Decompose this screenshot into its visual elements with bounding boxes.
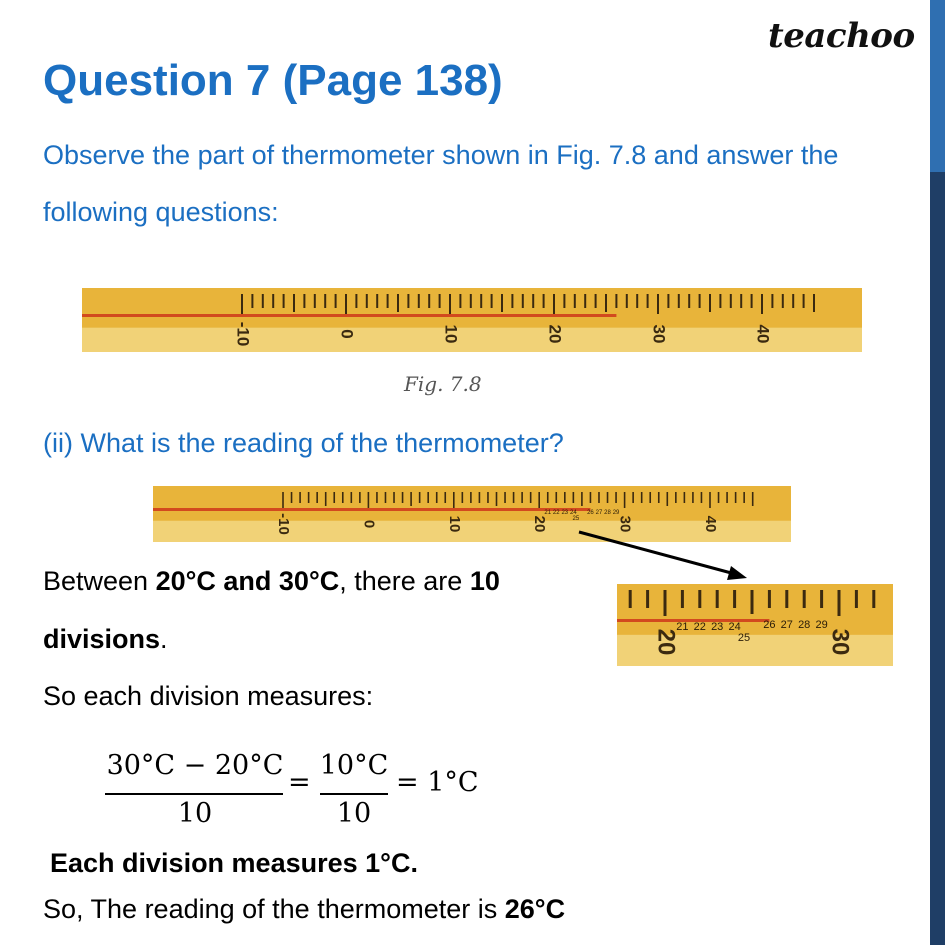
solution-line-2 (43, 624, 168, 655)
solution-line-3: So each division measures: (43, 681, 374, 711)
fraction-1 (105, 750, 285, 830)
fraction-2-denominator: 10 (336, 798, 372, 829)
zoom-degree-label: 21 (676, 621, 689, 633)
fraction-2 (318, 750, 390, 830)
solution-text: Between (43, 566, 156, 596)
zoom-degree-label: 26 (763, 619, 776, 631)
zoom-degree-label: 22 (693, 621, 706, 633)
scale-label: -10 (275, 513, 293, 535)
zoom-degree-label: 25 (737, 632, 751, 644)
zoom-arrow (575, 528, 755, 584)
fraction-1-denominator: 10 (177, 798, 213, 829)
fraction-1-bar (105, 793, 283, 795)
solution-text: , there are (339, 566, 470, 596)
scale-label: 40 (702, 515, 720, 533)
small-degree-label: 29 (612, 510, 620, 516)
scale-label: 0 (337, 329, 357, 339)
thermometer-zoomed (617, 584, 893, 666)
scale-label: 40 (753, 324, 773, 344)
question-part-ii: (ii) What is the reading of the thermometer? (43, 428, 564, 458)
small-degree-label: 23 (561, 510, 569, 516)
mercury-column (153, 508, 590, 511)
mercury-column (82, 314, 616, 317)
scale-label: 20 (531, 515, 549, 533)
zoom-scale-label: 20 (652, 628, 680, 656)
zoom-degree-label: 28 (798, 619, 811, 631)
final-answer-value: 26°C (504, 894, 566, 924)
page-title: Question 7 (Page 138) (43, 56, 503, 105)
fraction-2-numerator: 10°C (319, 750, 389, 781)
equals-sign-1: = (288, 767, 311, 798)
small-degree-label: 27 (595, 510, 603, 516)
scale-label: 30 (616, 515, 634, 533)
zoom-degree-label: 27 (780, 619, 793, 631)
final-answer-line (43, 894, 565, 925)
solution-bold-divisions: divisions (43, 624, 161, 654)
solution-line-1 (43, 566, 500, 597)
figure-caption: Fig. 7.8 (404, 372, 482, 396)
zoom-degree-label: 23 (711, 621, 724, 633)
small-degree-label: 28 (604, 510, 611, 516)
fraction-2-bar (320, 793, 388, 795)
right-sidebar-accent (930, 0, 945, 172)
solution-bold-range: 20°C and 30°C (155, 566, 340, 596)
small-degree-label: 25 (572, 516, 580, 522)
scale-label: 0 (360, 519, 378, 529)
final-answer-text: So, The reading of the thermometer is (43, 894, 505, 924)
zoom-degree-label: 24 (728, 621, 741, 633)
scale-label: 30 (649, 324, 669, 344)
scale-label: -10 (233, 321, 253, 347)
scale-label: 10 (445, 515, 463, 533)
scale-label: 20 (545, 324, 565, 344)
question-line-2: following questions: (43, 197, 279, 227)
equals-result: = 1°C (396, 767, 479, 798)
zoom-scale-label: 30 (826, 628, 854, 656)
thermometer-glass-highlight (82, 328, 862, 352)
small-degree-label: 26 (587, 510, 594, 516)
fraction-1-numerator: 30°C − 20°C (106, 750, 284, 781)
thermometer-figure (82, 288, 862, 352)
solution-text: . (160, 624, 168, 654)
solution-bold-count: 10 (469, 566, 500, 596)
scale-label: 10 (441, 324, 461, 344)
conclusion-line: Each division measures 1°C. (50, 848, 418, 878)
brand-logo: teachoo (768, 16, 915, 56)
small-degree-label: 22 (552, 510, 560, 516)
small-degree-label: 24 (570, 510, 577, 516)
small-degree-label: 21 (544, 510, 552, 516)
question-line-1: Observe the part of thermometer shown in Fig. 7.8 and answer the (43, 140, 839, 170)
zoom-degree-label: 29 (815, 619, 828, 631)
